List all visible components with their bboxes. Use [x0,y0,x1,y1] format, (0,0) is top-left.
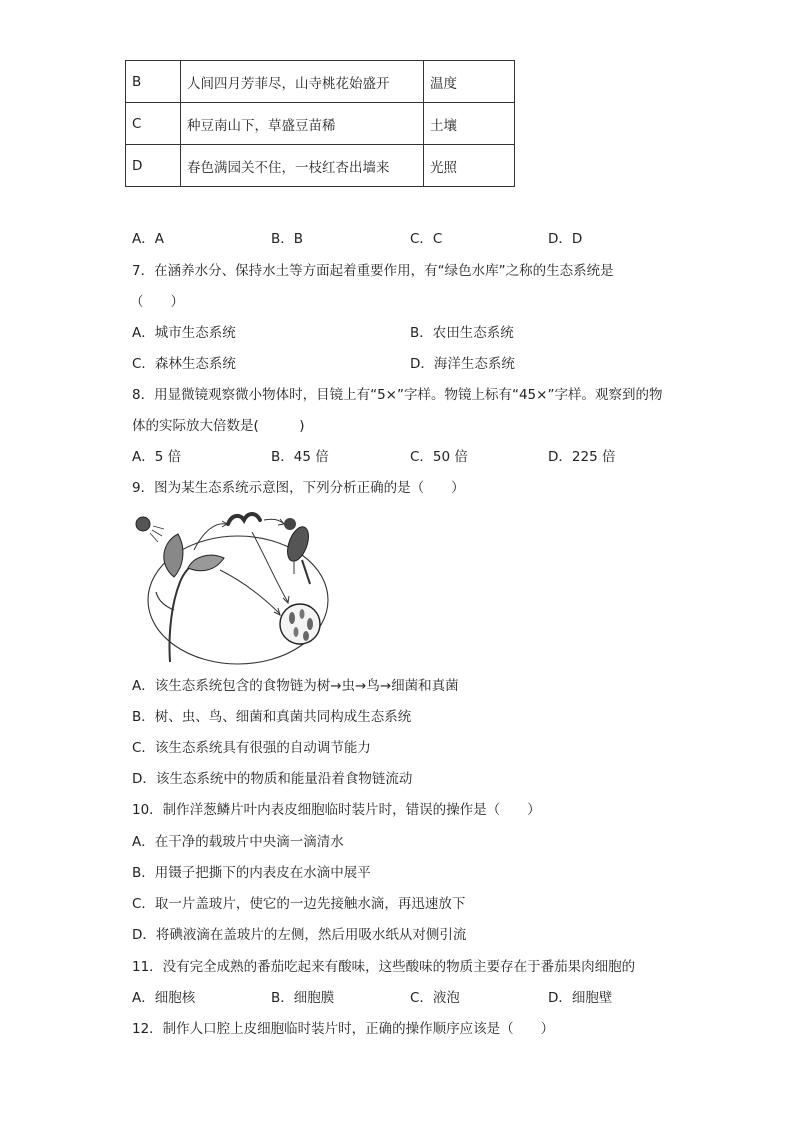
table-cell-poem: 人间四月芳菲尽，山寺桃花始盛开 [181,61,424,103]
q11-option-a: A．细胞核 [132,990,196,1006]
q9-option-d: D．该生态系统中的物质和能量沿着食物链流动 [132,771,413,787]
q8-option-d: D．225 倍 [548,449,616,465]
q6-option-b: B．B [271,231,304,247]
q9-stem: 9．图为某生态系统示意图，下列分析正确的是（ ） [132,480,465,496]
q11-option-c: C．液泡 [410,990,460,1006]
caterpillar-icon [228,514,260,524]
q10-option-d: D．将碘液滴在盖玻片的左侧，然后用吸水纸从对侧引流 [132,927,467,943]
q11-option-b: B．细胞膜 [271,990,335,1006]
q6-option-c: C．C [410,231,443,247]
q8-option-a: A．5 倍 [132,449,182,465]
q10-option-b: B．用镊子把撕下的内表皮在水滴中展平 [132,865,371,881]
table-row [126,61,515,103]
q7-option-b: B．农田生态系统 [410,325,514,341]
q8-stem-line1: 8．用显微镜观察微小物体时，目镜上有“5×”字样。物镜上标有“45×”字样。观察到的物 [132,387,663,403]
table-cell-factor: 土壤 [424,103,515,145]
q6-option-d: D．D [548,231,583,247]
q7-answer-paren: （ ） [130,294,184,310]
q7-option-c: C．森林生态系统 [132,356,236,372]
bacteria-fungi-icon [280,604,320,644]
q10-stem: 10．制作洋葱鳞片叶内表皮细胞临时装片时，错误的操作是（ ） [132,802,541,818]
table-cell-poem: 春色满园关不住，一枝红杏出墙来 [181,145,424,187]
table-cell-letter: D [126,145,181,187]
table-cell-letter: B [126,61,181,103]
poem-factor-table [125,60,515,187]
q11-stem: 11．没有完全成熟的番茄吃起来有酸味，这些酸味的物质主要存在于番茄果肉细胞的 [132,959,636,975]
table-cell-factor: 温度 [424,61,515,103]
q9-option-c: C．该生态系统具有很强的自动调节能力 [132,740,371,756]
ecosystem-diagram [128,502,338,667]
q11-option-d: D．细胞壁 [548,990,613,1006]
q6-option-a: A．A [132,231,164,247]
sun-icon [136,517,164,542]
q7-stem: 7．在涵养水分、保持水土等方面起着重要作用，有“绿色水库”之称的生态系统是 [132,263,614,279]
table-cell-letter: C [126,103,181,145]
q7-option-d: D．海洋生态系统 [410,356,515,372]
q8-option-c: C．50 倍 [410,449,468,465]
q7-option-a: A．城市生态系统 [132,325,236,341]
q10-option-c: C．取一片盖玻片，使它的一边先接触水滴，再迅速放下 [132,896,466,912]
q9-option-a: A．该生态系统包含的食物链为树→虫→鸟→细菌和真菌 [132,678,459,694]
bird-icon [283,518,312,584]
arrow-insect-to-decomposer [252,532,288,602]
table-cell-poem: 种豆南山下，草盛豆苗稀 [181,103,424,145]
q10-option-a: A．在干净的载玻片中央滴一滴清水 [132,834,344,850]
arrow-tree-to-decomposer [220,570,280,614]
q8-stem-line2: 体的实际放大倍数是( ) [132,418,305,434]
table-row [126,103,515,145]
q9-option-b: B．树、虫、鸟、细菌和真菌共同构成生态系统 [132,709,412,725]
table-cell-factor: 光照 [424,145,515,187]
q12-stem: 12．制作人口腔上皮细胞临时装片时，正确的操作顺序应该是（ ） [132,1021,555,1037]
q8-option-b: B．45 倍 [271,449,329,465]
table-row [126,145,515,187]
tree-leaf-icon [156,534,224,662]
